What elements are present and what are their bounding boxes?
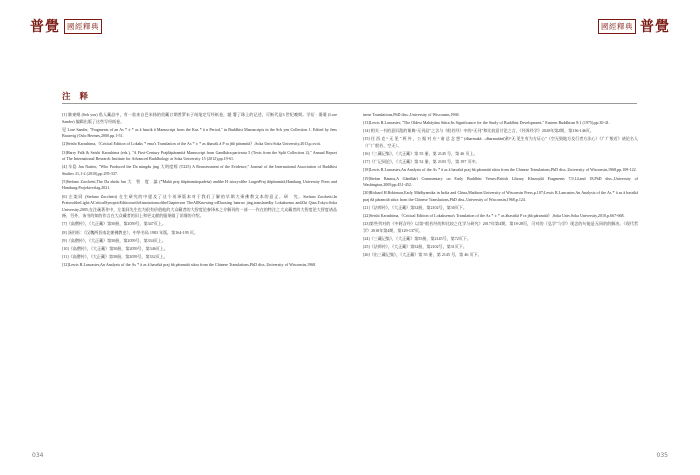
note-item: [11]《高僧传》，《大正藏》第50册，第2059号，第332页上。 xyxy=(62,253,168,259)
note-item: [12]Lewis R.Lancaster,An Analysis of the As * ā as ā hasrikā praj ñā pāramitā sūtra from the Chinese Translations,PhD diss.,University of Wisconsin,1968. xyxy=(62,262,317,268)
title-divider xyxy=(62,103,637,104)
note-item: [4] 辛島 Jan Nattier, "Who Produced the Da mingdu jing 大明度經 (T225) A Reassessment of the Evidence," Journal of the International Association of Buddhist Studies 31,1-2 (2010),pp.295-337. xyxy=(62,164,337,176)
note-item: [6] 左架同 (Stefano Zacchetti) 在生研究的中提及了这个英译版本对于我们了解的早期大乘佛教文本的意义。研 究。Stefano Zacchetti,In PraiseoftheLight:ACriticalSynopticEditionwithAnnotationsoftheChapterson TheAllKnowing-ofDaoxing banruo jing,translatedby Lokaksema andZhi Qian,Tokyo:Soka University,2005,在注疏著作中，左架同先生也为很有价值他的大众藏者的大智度论参译本之介解刊的一部一一作在的特注之大众藏者的大智度论大智度诸品释，另外，该书的知的作言在大众藏者的旧上和更文献的服果做了详细的介绍。 xyxy=(62,193,337,219)
note-item: [23]第些列对的《中阿含经》以第“般若经的和比较之化学与研究》2017年第4期，第18-28页，可对的《弘学”与学》现念的句能是无同的的解决。《现代哲学》2018年第4期，第129-137页。 xyxy=(363,221,638,233)
page-title: 注 释 xyxy=(62,92,91,102)
note-item: [22]Seishi Karashima,《Critical Edition of Lokaksema's Translation of the As * ± * as āhasrikā P ra jñā pāramitā》,Soka Univ.Soka University,2010,p.667-668. xyxy=(363,213,625,219)
note-item: [8] 汤用彤：《汉魏两晋南北朝佛教史》，中华书局 1983 年版，第164-195 页。 xyxy=(62,229,198,235)
note-item: [14] 相关一书的意识派的课典“无刊品”之含与《般若经》中的“无刊”和比较意讨论之言，《经界经学》2020年第2期，第136-146页。 xyxy=(363,128,594,134)
brand-badge-right: 國經釋典 xyxy=(598,19,636,34)
note-item: [25]《法师传》，《大正藏》第52册，第2102号，第31页下。 xyxy=(363,244,467,250)
folio-left: 034 xyxy=(32,452,44,459)
notes-column-left xyxy=(62,112,337,442)
note-item: [26]《出三藏记集》，《大正藏》第 55 册，第 2145 号，第 46 页下。 xyxy=(363,252,482,258)
note-item: [3]Harry Falk & Seishi Karashima (eds.), "A First-Century Prajñāpāramitā Manuscript from Gandhāra:parivarta 5 (Texts from the Split Collection 2)," Annual Report of The International Research Institute for Advanced Buddhology at Soka University 15 (2012),pp.19-61. xyxy=(62,149,337,162)
note-item: inese Translations,PhD diss.,University of Wisconsin,1968. xyxy=(363,112,460,117)
brand-badge-left: 國經釋典 xyxy=(64,19,102,34)
notes-columns xyxy=(62,112,638,442)
note-item: [7]《高僧传》，《大正藏》第50册，第2059号，第347页上。 xyxy=(62,221,166,227)
note-item: [9]《高僧传》，《大正藏》第50册，第2059号，第334页上。 xyxy=(62,237,166,243)
note-item: [19]Stefan Baums,A Gāndhārī Commentary on Early Buddhist Verses:British Library Kharoṣṭhī Fragments 7,9,14,and 18,PhD diss.,University of Washington,2009,pp.451-452. xyxy=(363,175,638,188)
note-item: [21]《法师传》，《大正藏》第52册，第2102号，第30页下。 xyxy=(363,204,467,210)
note-item: [18]Lewis R.Lancaster,An Analysis of the As * ā as ā hasrikā praj ñā pāramitā sūtra from the Chinese Translations,PhD diss.,University of Wisconsin,1968,pp.109-122. xyxy=(363,167,637,173)
note-item: [16]《三藏记集》，《大正藏》第 55 册，第 2145 号，第 46 页上。 xyxy=(363,151,478,157)
note-item: [2]Seishi Karashima,《Critical Edition of Lokaks * ema's Translation of the As * ± * as āhasrik ā P ra jñā pāramitā》,Soka Univ.Soka University,2013,p.xviii. xyxy=(62,141,321,147)
note-item: [20]Richard H.Robinson,Early Mādhyamika in India and China,Madison:University of Wisconsin Press,p.107;Lewis R.Lancaster,An Analysis of the As * ā as ā hasrikā praj ñā pāramitā sūtra from the Chinese Translations,PhD diss.,University of Wisconsin,1968,p.124. xyxy=(363,190,638,202)
folio-right: 035 xyxy=(656,452,668,459)
note-item: 见 Lore Sander, "Fragments of an As * ± * as ā hasrik ā Manuscript from the Kus * ā n Period," in Buddhist Manuscripts in the Sch yen Collection 1. Edited by Jens Braarvig (Oslo:Hermes,2000.pp.1-51. xyxy=(62,126,337,139)
note-item: [1] 黎東岷 (Seh you) 私人藏品中，有一款来自巴米扬的贵藏订期普罗末子纸笔定写经纸卷，题 署了珠上的记述，可断代是3 世纪晚期。学衍 · 婆婆 (Lore Sander) 编辑出版了这些写经纸卷。 xyxy=(62,112,337,124)
brand-title-right: 普覺 xyxy=(640,19,670,35)
notes-column-right xyxy=(363,112,638,442)
note-item: [24]《三藏记集》，《大正藏》第55册，第2145号，第72页下。 xyxy=(363,235,471,241)
note-item: [5]Stefano Zacchetti,The Da zhidu lun 大 智 度 論 (*Mahā praj ñāpāramitopadeśa) andthe H istoryofthe LargerPraj ñāpāramitā,Hamburg University Press and Hamburg:Projektverlag,2021. xyxy=(62,178,337,191)
note-item: [15] 任 西 克 “ 无 见 ” 两 外 ，公 据 对 应 “ 诸 总 念 想 ” (dharmakā ...dharmaśānī)和“无 见生有为方证心”（空无毁地方及行者方法心）《广广般若》诸论名人（广广般若、空无）。 xyxy=(363,136,638,148)
running-head-left xyxy=(30,16,102,36)
note-item: [17]《广记同论》，《大正藏》第 52 册，第 2103 号，第 197 页中。 xyxy=(363,159,480,165)
note-item: [10]《高僧传》，《大正藏》第50册，第2059号，第346页上。 xyxy=(62,245,168,251)
note-item: [13]Lewis R.Lancaster, "The Oldest Mahāyāna Sūtra:Its Significance for the Study of Buddhist Development," Eastern Buddhism 8:1 (1975),pp.30-41. xyxy=(363,120,610,126)
brand-title-left: 普覺 xyxy=(30,19,60,35)
running-head-right xyxy=(598,16,670,36)
